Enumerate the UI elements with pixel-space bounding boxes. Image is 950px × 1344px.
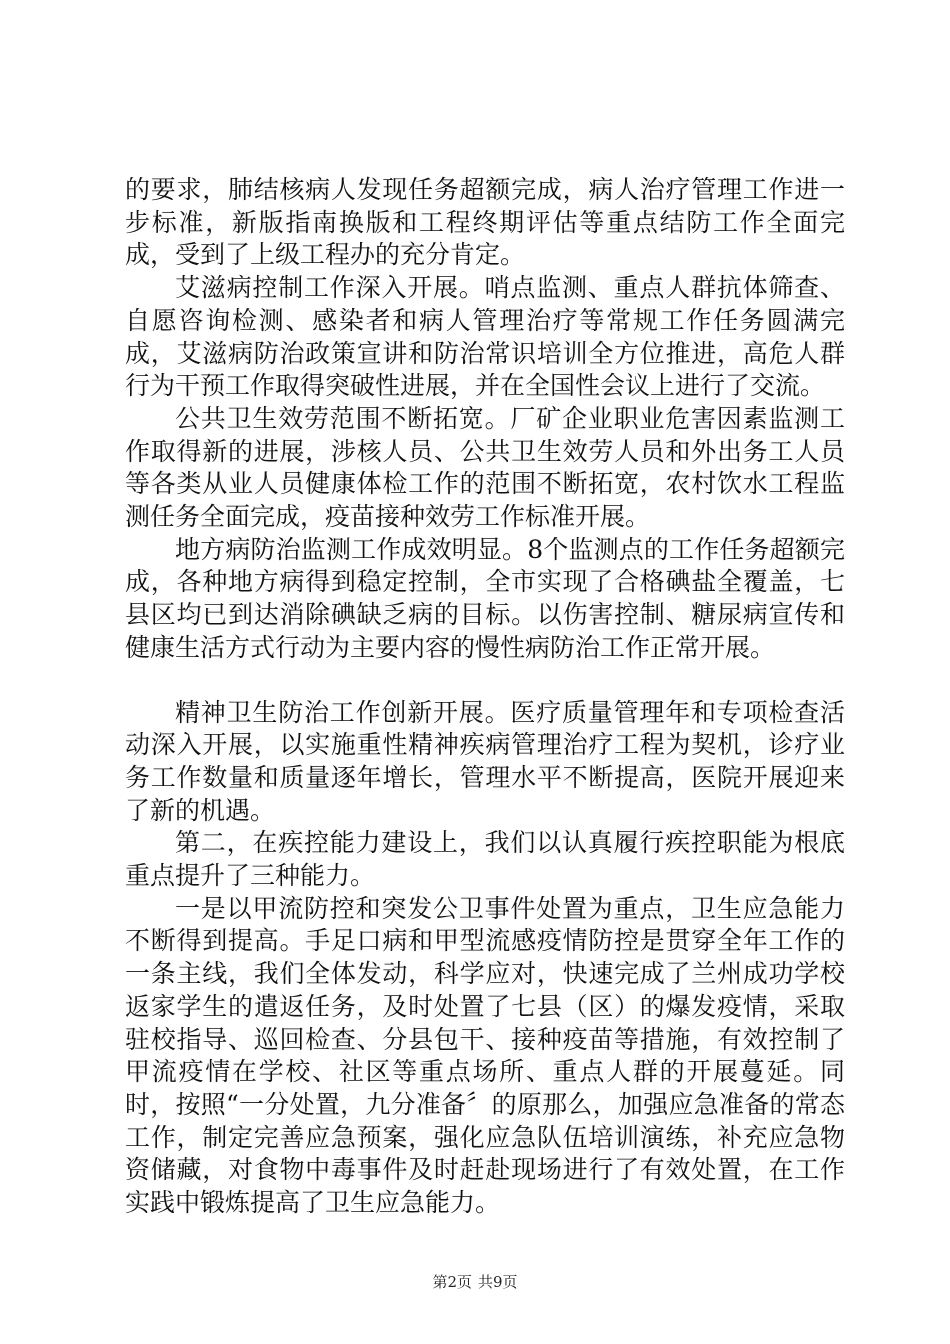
- paragraph-public-health: 公共卫生效劳范围不断拓宽。厂矿企业职业危害因素监测工作取得新的进展，涉核人员、公共卫生效劳人员和外出务工人员等各类从业人员健康体检工作的范围不断拓宽，农村饮水工程监测任务全面完成，疫苗接种效劳工作标准开展。: [125, 403, 845, 532]
- page-number-total: 共9页: [478, 1273, 518, 1291]
- page-number-current: 第2页: [432, 1273, 472, 1291]
- page-footer: [0, 1271, 950, 1292]
- paragraph-continuation: 的要求，肺结核病人发现任务超额完成，病人治疗管理工作进一步标准，新版指南换版和工程终期评估等重点结防工作全面完成，受到了上级工程办的充分肯定。: [125, 175, 845, 270]
- paragraph-emergency-response: 一是以甲流防控和突发公卫事件处置为重点，卫生应急能力不断得到提高。手足口病和甲型流感疫情防控是贯穿全年工作的一条主线，我们全体发动，科学应对，快速完成了兰州成功学校返家学生的遣返任务，及时处置了七县（区）的爆发疫情，采取驻校指导、巡回检查、分县包干、接种疫苗等措施，有效控制了甲流疫情在学校、社区等重点场所、重点人群的开展蔓延。同时，按照“一分处置，九分准备〞的原那么，加强应急准备的常态工作，制定完善应急预案，强化应急队伍培训演练，补充应急物资储藏，对食物中毒事件及时赶赴现场进行了有效处置，在工作实践中锻炼提高了卫生应急能力。: [125, 893, 845, 1218]
- paragraph-capacity-building: 第二，在疾控能力建设上，我们以认真履行疾控职能为根底重点提升了三种能力。: [125, 828, 845, 891]
- document-body: [125, 174, 845, 1220]
- paragraph-aids-control: 艾滋病控制工作深入开展。哨点监测、重点人群抗体筛查、自愿咨询检测、感染者和病人管理治疗等常规工作任务圆满完成，艾滋病防治政策宣讲和防治常识培训全方位推进，高危人群行为干预工作取得突破性进展，并在全国性会议上进行了交流。: [125, 273, 845, 401]
- paragraph-mental-health: 精神卫生防治工作创新开展。医疗质量管理年和专项检查活动深入开展，以实施重性精神疾病管理治疗工程为契机，诊疗业务工作数量和质量逐年增长，管理水平不断提高，医院开展迎来了新的机遇。: [125, 697, 845, 825]
- paragraph-endemic-disease: 地方病防治监测工作成效明显。8个监测点的工作任务超额完成，各种地方病得到稳定控制，全市实现了合格碘盐全覆盖，七县区均已到达消除碘缺乏病的目标。以伤害控制、糖尿病宣传和健康生活方式行动为主要内容的慢性病防治工作正常开展。: [125, 534, 845, 662]
